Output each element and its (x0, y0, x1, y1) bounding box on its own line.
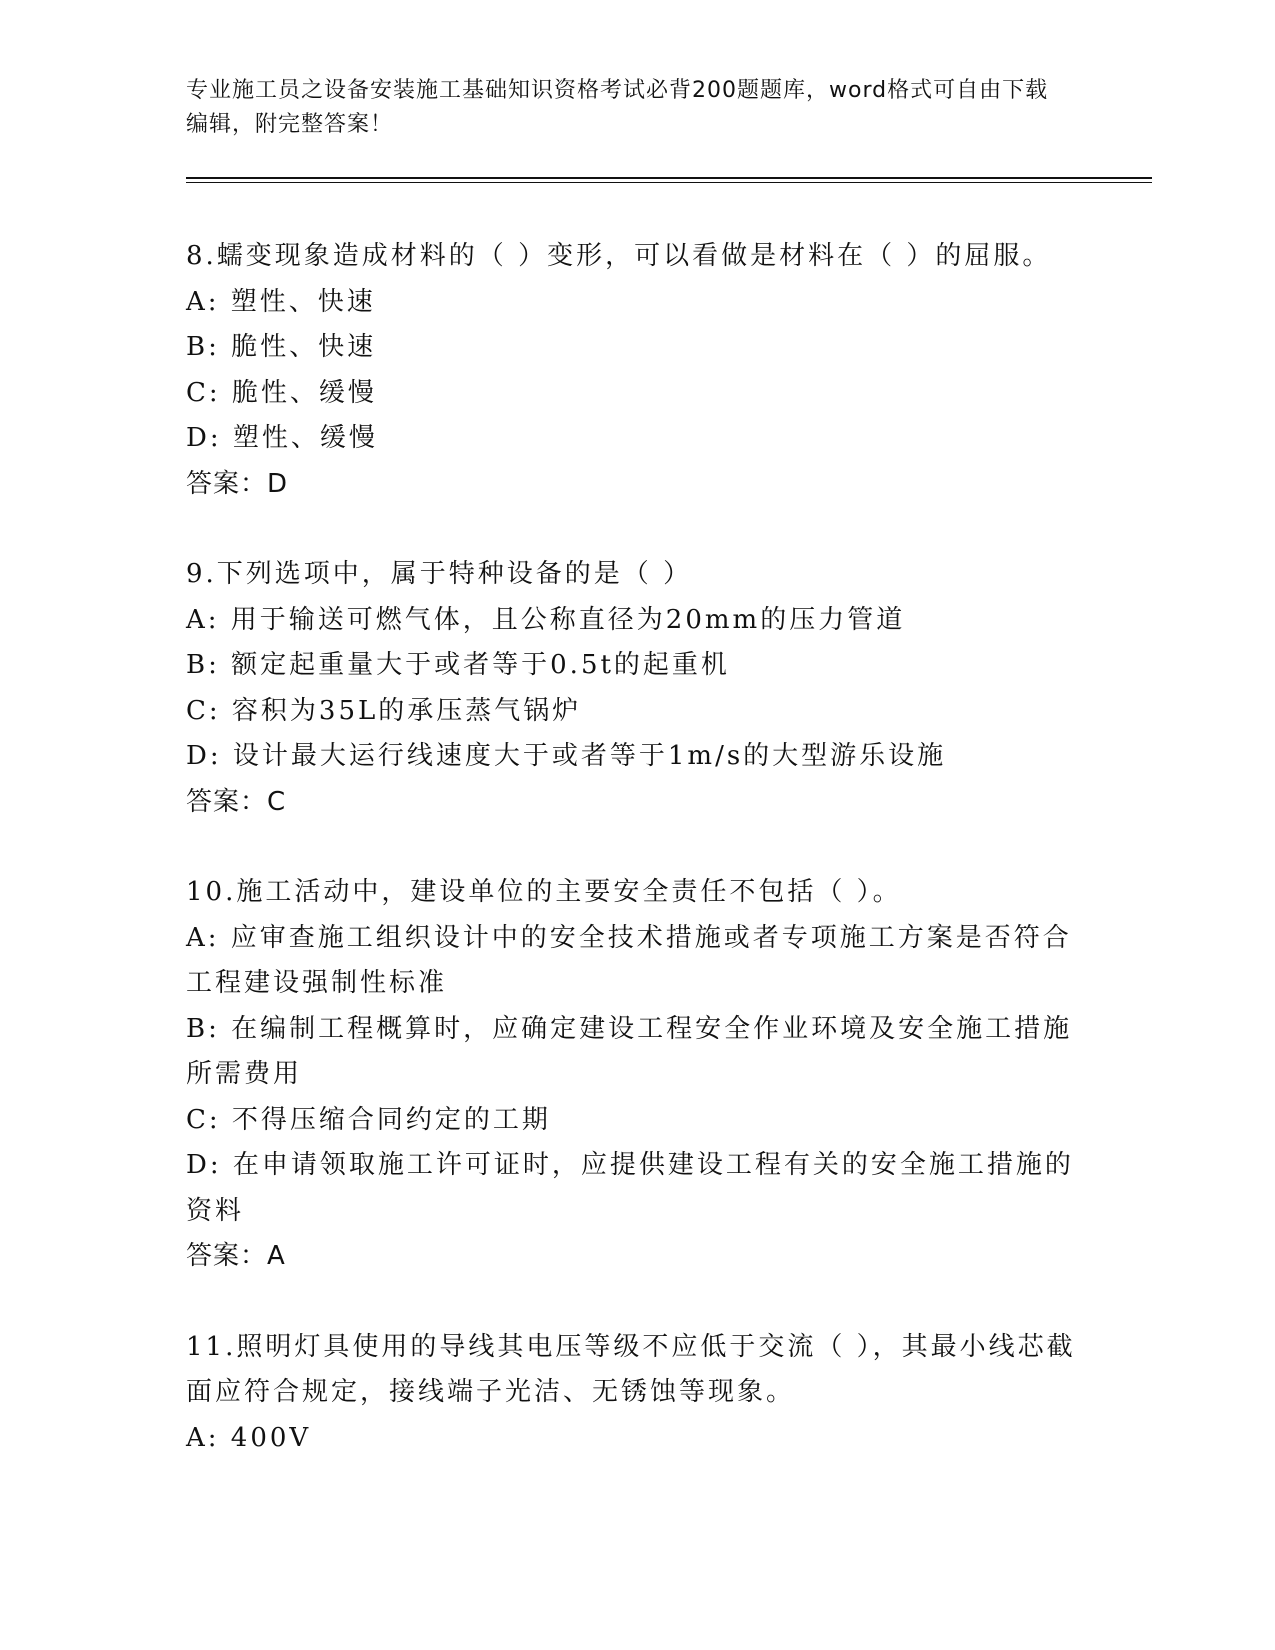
question-9 (186, 552, 1076, 825)
option-c: C: 脆性、缓慢 (186, 377, 377, 408)
option-b: B: 脆性、快速 (186, 332, 377, 362)
option-d: D: 设计最大运行线速度大于或者等于1m/s的大型游乐设施 (186, 741, 947, 771)
question-stem: 9.下列选项中，属于特种设备的是（ ） (186, 559, 693, 589)
question-8 (186, 234, 1076, 507)
header-divider-thick (186, 177, 1152, 179)
question-11 (186, 1325, 1076, 1462)
option-c: C: 容积为35L的承压蒸气锅炉 (186, 695, 582, 726)
option-c: C: 不得压缩合同约定的工期 (186, 1104, 551, 1135)
option-b: B: 在编制工程概算时，应确定建设工程安全作业环境及安全施工措施所需费用 (186, 1013, 1073, 1089)
answer-label: 答案：C (186, 786, 287, 817)
option-d: D: 塑性、缓慢 (186, 423, 378, 453)
option-b: B: 额定起重量大于或者等于0.5t的起重机 (186, 650, 730, 680)
option-a: A: 400V (186, 1422, 312, 1453)
question-stem: 8.蠕变现象造成材料的（ ）变形，可以看做是材料在（ ）的屈服。 (186, 241, 1052, 271)
header-divider-thin (186, 182, 1152, 183)
question-list (186, 234, 1076, 1506)
option-a: A: 应审查施工组织设计中的安全技术措施或者专项施工方案是否符合工程建设强制性标准 (186, 922, 1072, 998)
question-10 (186, 870, 1076, 1280)
answer-label: 答案：D (186, 468, 289, 499)
option-d: D: 在申请领取施工许可证时，应提供建设工程有关的安全施工措施的资料 (186, 1150, 1074, 1226)
document-header: 专业施工员之设备安装施工基础知识资格考试必背200题题库，word格式可自由下载编辑，附完整答案！ (186, 78, 1049, 137)
option-a: A: 塑性、快速 (186, 286, 376, 317)
option-a: A: 用于输送可燃气体，且公称直径为20mm的压力管道 (186, 604, 906, 635)
question-stem: 10.施工活动中，建设单位的主要安全责任不包括（ ）。 (186, 877, 902, 907)
question-stem: 11.照明灯具使用的导线其电压等级不应低于交流（ ），其最小线芯截面应符合规定，接线端子光洁、无锈蚀等现象。 (186, 1331, 1076, 1407)
answer-label: 答案：A (186, 1241, 286, 1271)
